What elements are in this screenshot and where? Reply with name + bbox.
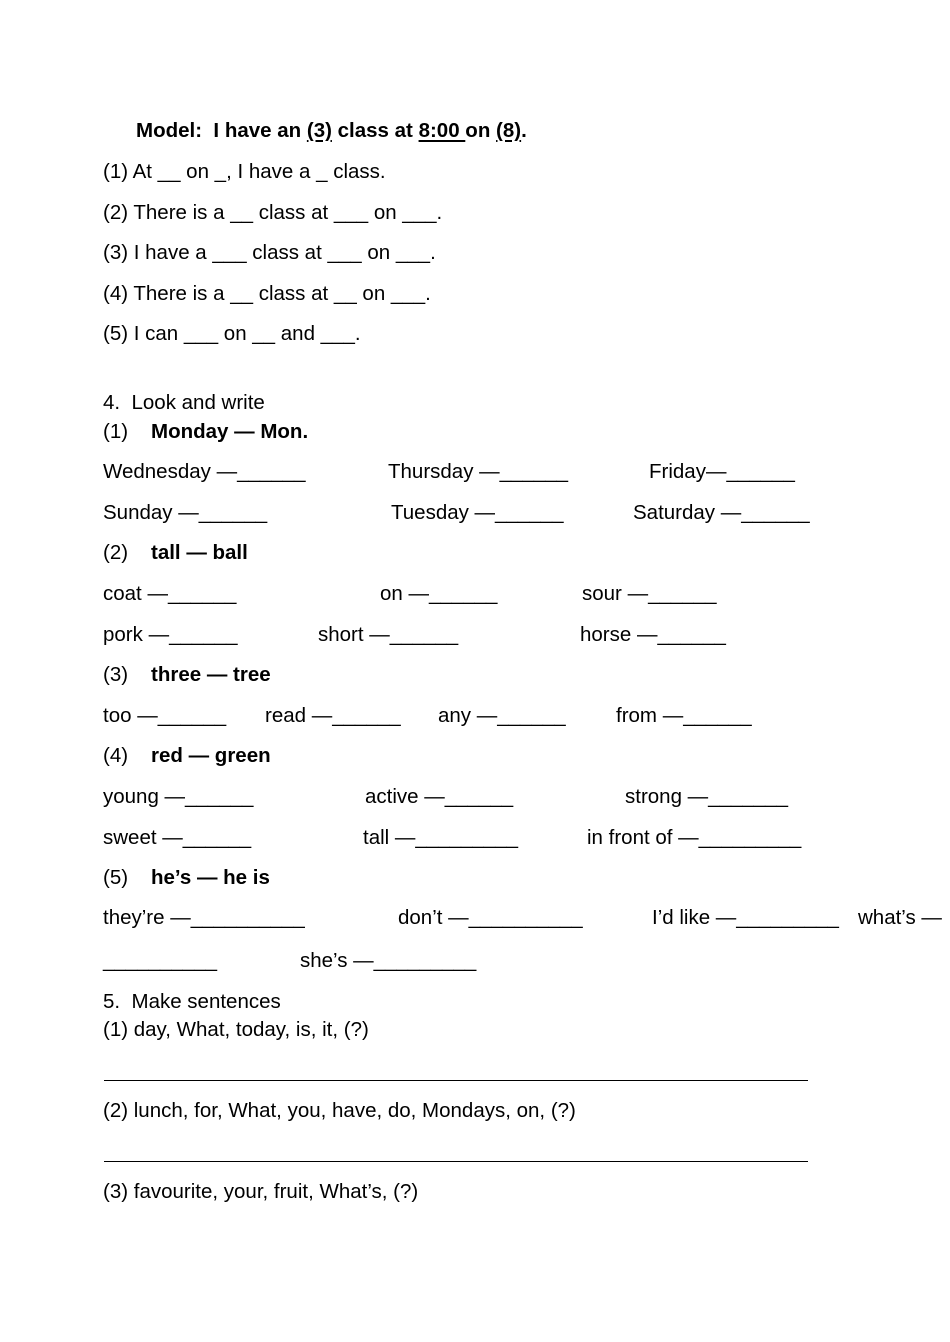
word-pork: pork —______ xyxy=(103,623,238,646)
word-wednesday: Wednesday —______ xyxy=(103,460,306,483)
word-saturday: Saturday —______ xyxy=(633,501,810,524)
sentence-prompt-3: (3) favourite, your, fruit, What’s, (?) xyxy=(103,1180,419,1203)
word-tuesday: Tuesday —______ xyxy=(391,501,564,524)
group-4-number: (4) xyxy=(103,744,129,767)
word-whats: what’s — xyxy=(858,906,942,929)
word-active: active —______ xyxy=(365,785,514,808)
word-in-front-of: in front of —_________ xyxy=(587,826,802,849)
word-read: read —______ xyxy=(265,704,401,727)
group-4-model: red — green xyxy=(151,744,271,767)
word-thursday: Thursday —______ xyxy=(388,460,569,483)
word-horse: horse —______ xyxy=(580,623,726,646)
whats-answer-blank: __________ xyxy=(103,949,218,972)
word-from: from —______ xyxy=(616,704,752,727)
word-coat: coat —______ xyxy=(103,582,237,605)
word-strong: strong —_______ xyxy=(625,785,788,808)
group-3-number: (3) xyxy=(103,663,129,686)
model-sentence: Model: I have an (3) class at 8:00 on (8). xyxy=(136,119,527,142)
word-any: any —______ xyxy=(438,704,566,727)
word-shes: she’s —_________ xyxy=(300,949,477,972)
fill-sentence-2: (2) There is a __ class at ___ on ___. xyxy=(103,201,443,224)
fill-sentence-4: (4) There is a __ class at __ on ___. xyxy=(103,282,431,305)
section-5-heading: 5. Make sentences xyxy=(103,990,281,1013)
word-short: short —______ xyxy=(318,623,459,646)
group-3-model: three — tree xyxy=(151,663,271,686)
answer-line-1 xyxy=(104,1080,808,1081)
word-sweet: sweet —______ xyxy=(103,826,252,849)
sentence-prompt-2: (2) lunch, for, What, you, have, do, Mondays, on, (?) xyxy=(103,1099,576,1122)
word-sunday: Sunday —______ xyxy=(103,501,268,524)
word-id-like: I’d like —_________ xyxy=(652,906,839,929)
word-tall: tall —_________ xyxy=(363,826,519,849)
word-sour: sour —______ xyxy=(582,582,717,605)
word-too: too —______ xyxy=(103,704,227,727)
answer-line-2 xyxy=(104,1161,808,1162)
group-2-model: tall — ball xyxy=(151,541,248,564)
sentence-prompt-1: (1) day, What, today, is, it, (?) xyxy=(103,1018,369,1041)
word-on: on —______ xyxy=(380,582,498,605)
word-theyre: they’re —__________ xyxy=(103,906,305,929)
group-5-number: (5) xyxy=(103,866,129,889)
fill-sentence-5: (5) I can ___ on __ and ___. xyxy=(103,322,361,345)
word-young: young —______ xyxy=(103,785,254,808)
fill-sentence-1: (1) At __ on _, I have a _ class. xyxy=(103,160,386,183)
group-1-model: Monday — Mon. xyxy=(151,420,309,443)
word-dont: don’t —__________ xyxy=(398,906,583,929)
group-1-number: (1) xyxy=(103,420,129,443)
section-4-heading: 4. Look and write xyxy=(103,391,265,414)
group-5-model: he’s — he is xyxy=(151,866,270,889)
fill-sentence-3: (3) I have a ___ class at ___ on ___. xyxy=(103,241,436,264)
group-2-number: (2) xyxy=(103,541,129,564)
word-friday: Friday—______ xyxy=(649,460,795,483)
